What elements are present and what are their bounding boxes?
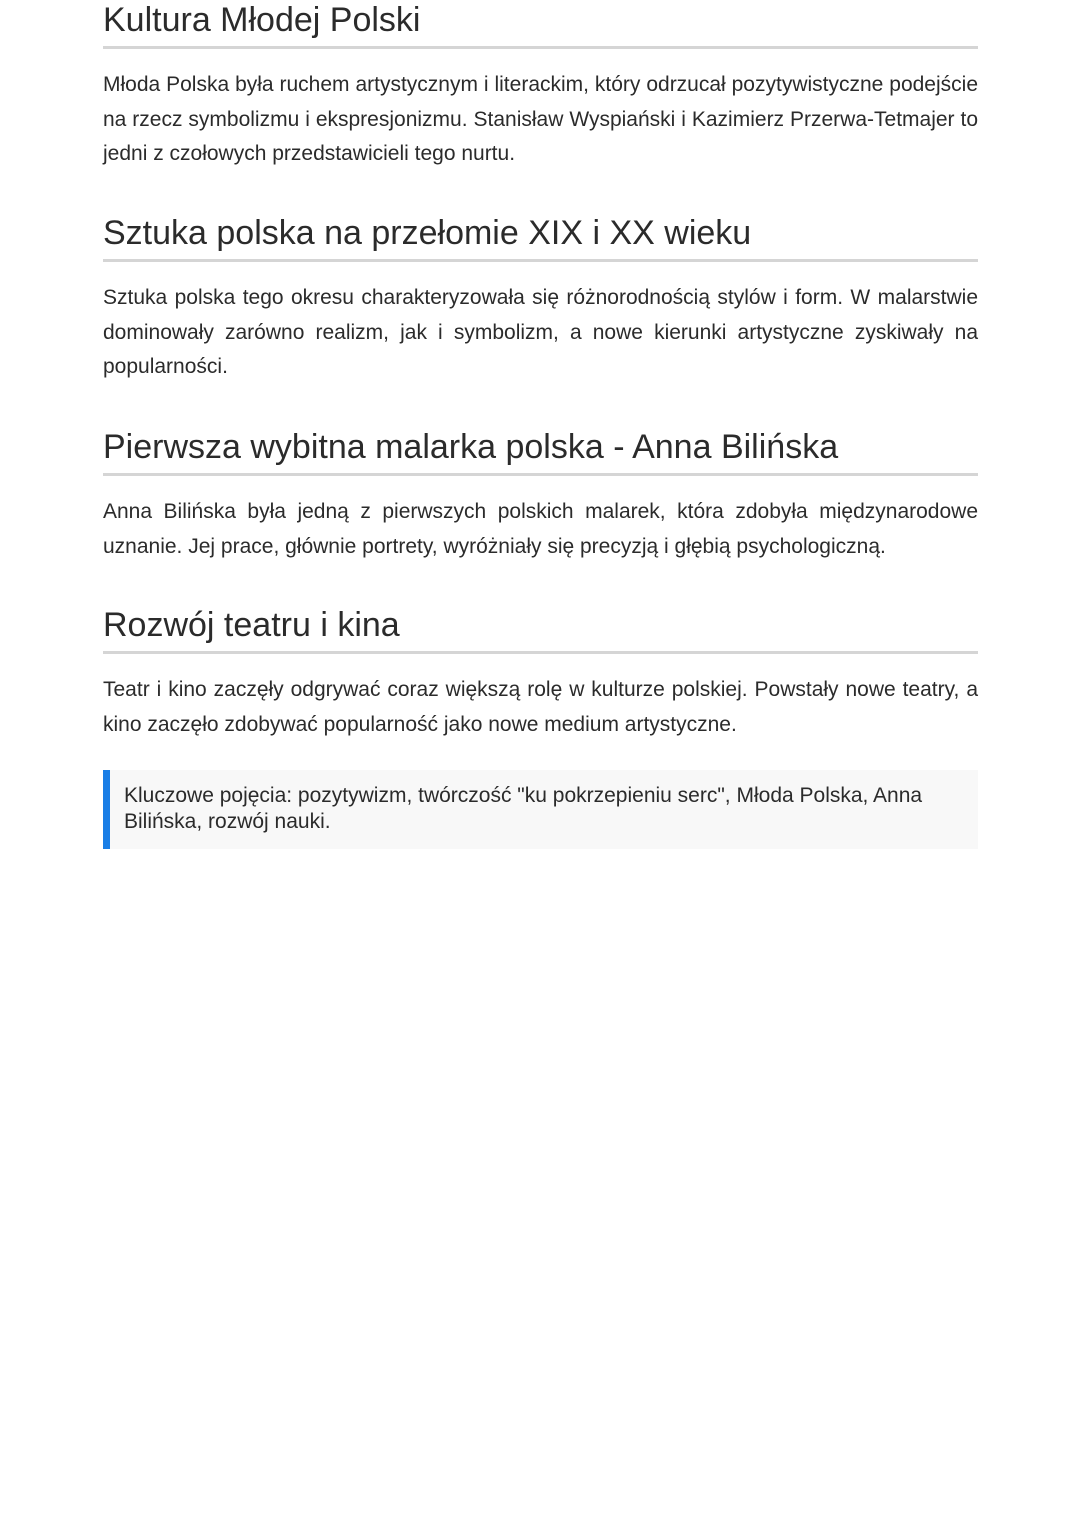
key-concepts-text: Kluczowe pojęcia: pozytywizm, twórczość "ku pokrzepieniu serc", Młoda Polska, Anna Bilińska, rozwój nauki. [124,784,923,833]
section-paragraph-anna-bilinska: Anna Bilińska była jedną z pierwszych polskich malarek, która zdobyła międzynarodowe uznanie. Jej prace, głównie portrety, wyróżniały się precyzją i głębią psychologiczną. [103,500,978,558]
section-paragraph-mloda-polska: Młoda Polska była ruchem artystycznym i literackim, który odrzucał pozytywistyczne podejście na rzecz symbolizmu i ekspresjonizmu. Stanisław Wyspiański i Kazimierz Przerwa-Tetmajer to jedni z czołowych przedstawicieli tego nurtu. [103,73,978,165]
section-title-anna-bilinska: Pierwsza wybitna malarka polska - Anna Bilińska [103,427,978,476]
section-paragraph-sztuka-polska: Sztuka polska tego okresu charakteryzowała się różnorodnością stylów i form. W malarstwie dominowały zarówno realizm, jak i symbolizm, a nowe kierunki artystyczne zyskiwały na popularności. [103,286,978,378]
section-title-sztuka-polska: Sztuka polska na przełomie XIX i XX wieku [103,213,978,262]
section-paragraph-teatr-kino: Teatr i kino zaczęły odgrywać coraz większą rolę w kulturze polskiej. Powstały nowe teatry, a kino zaczęło zdobywać popularność jako nowe medium artystyczne. [103,678,978,736]
section-title-mloda-polska: Kultura Młodej Polski [103,0,978,49]
section-title-teatr-kino: Rozwój teatru i kina [103,605,978,654]
key-concepts-callout [103,770,978,849]
